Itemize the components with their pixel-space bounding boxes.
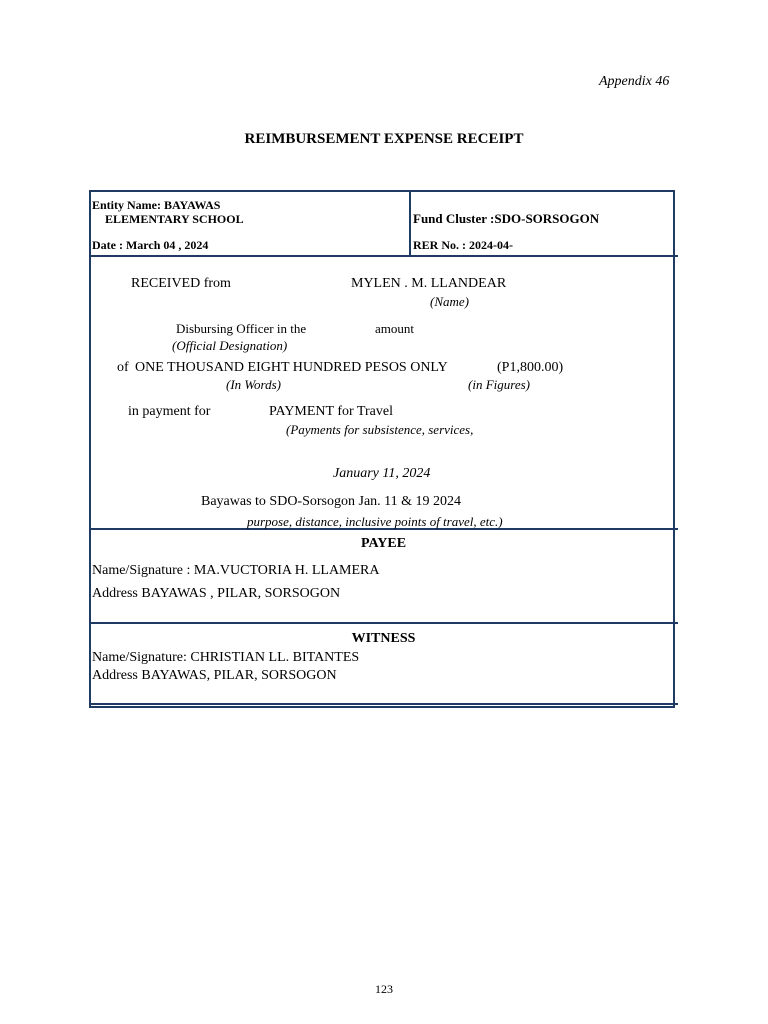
figures-caption: (in Figures)	[468, 377, 530, 392]
official-designation: Disbursing Officer in the	[176, 321, 307, 336]
purpose-caption: purpose, distance, inclusive points of travel, etc.)	[247, 514, 503, 529]
amount-in-figures: (P1,800.00)	[497, 360, 564, 375]
witness-heading: WITNESS	[351, 631, 416, 646]
amount-label: amount	[375, 321, 414, 336]
payee-bottom-rule	[89, 622, 678, 624]
witness-bottom-rule	[89, 703, 678, 705]
words-caption: (In Words)	[226, 377, 282, 392]
header-bottom-rule	[89, 255, 678, 257]
rer-number: RER No. : 2024-04-	[413, 238, 513, 252]
amount-in-words: ONE THOUSAND EIGHT HUNDRED PESOS ONLY	[135, 360, 448, 375]
payment-for-value: PAYMENT for Travel	[269, 404, 393, 419]
payee-name-signature: Name/Signature : MA.VUCTORIA H. LLAMERA	[92, 563, 380, 578]
payee-heading: PAYEE	[360, 536, 407, 551]
travel-date: January 11, 2024	[333, 466, 431, 481]
designation-caption: (Official Designation)	[172, 338, 288, 353]
witness-address: Address BAYAWAS, PILAR, SORSOGON	[92, 668, 337, 683]
payment-caption: (Payments for subsistence, services,	[286, 422, 474, 437]
appendix-label: Appendix 46	[599, 74, 670, 89]
received-from-name: MYLEN . M. LLANDEAR	[351, 276, 507, 291]
page-number: 123	[375, 982, 393, 996]
receipt-date: Date : March 04 , 2024	[92, 238, 209, 252]
payment-for-label: in payment for	[128, 404, 211, 419]
document-title: REIMBURSEMENT EXPENSE RECEIPT	[244, 131, 524, 147]
header-divider	[409, 190, 411, 256]
of-label: of	[117, 360, 129, 375]
entity-name-line2: ELEMENTARY SCHOOL	[105, 212, 244, 226]
payee-address: Address BAYAWAS , PILAR, SORSOGON	[92, 586, 341, 601]
name-caption: (Name)	[430, 294, 469, 309]
entity-name-line1: Entity Name: BAYAWAS	[92, 198, 221, 212]
travel-route: Bayawas to SDO-Sorsogon Jan. 11 & 19 2024	[201, 494, 462, 509]
witness-name-signature: Name/Signature: CHRISTIAN LL. BITANTES	[92, 650, 360, 665]
received-from-label: RECEIVED from	[131, 276, 231, 291]
fund-cluster: Fund Cluster :SDO-SORSOGON	[413, 211, 600, 226]
